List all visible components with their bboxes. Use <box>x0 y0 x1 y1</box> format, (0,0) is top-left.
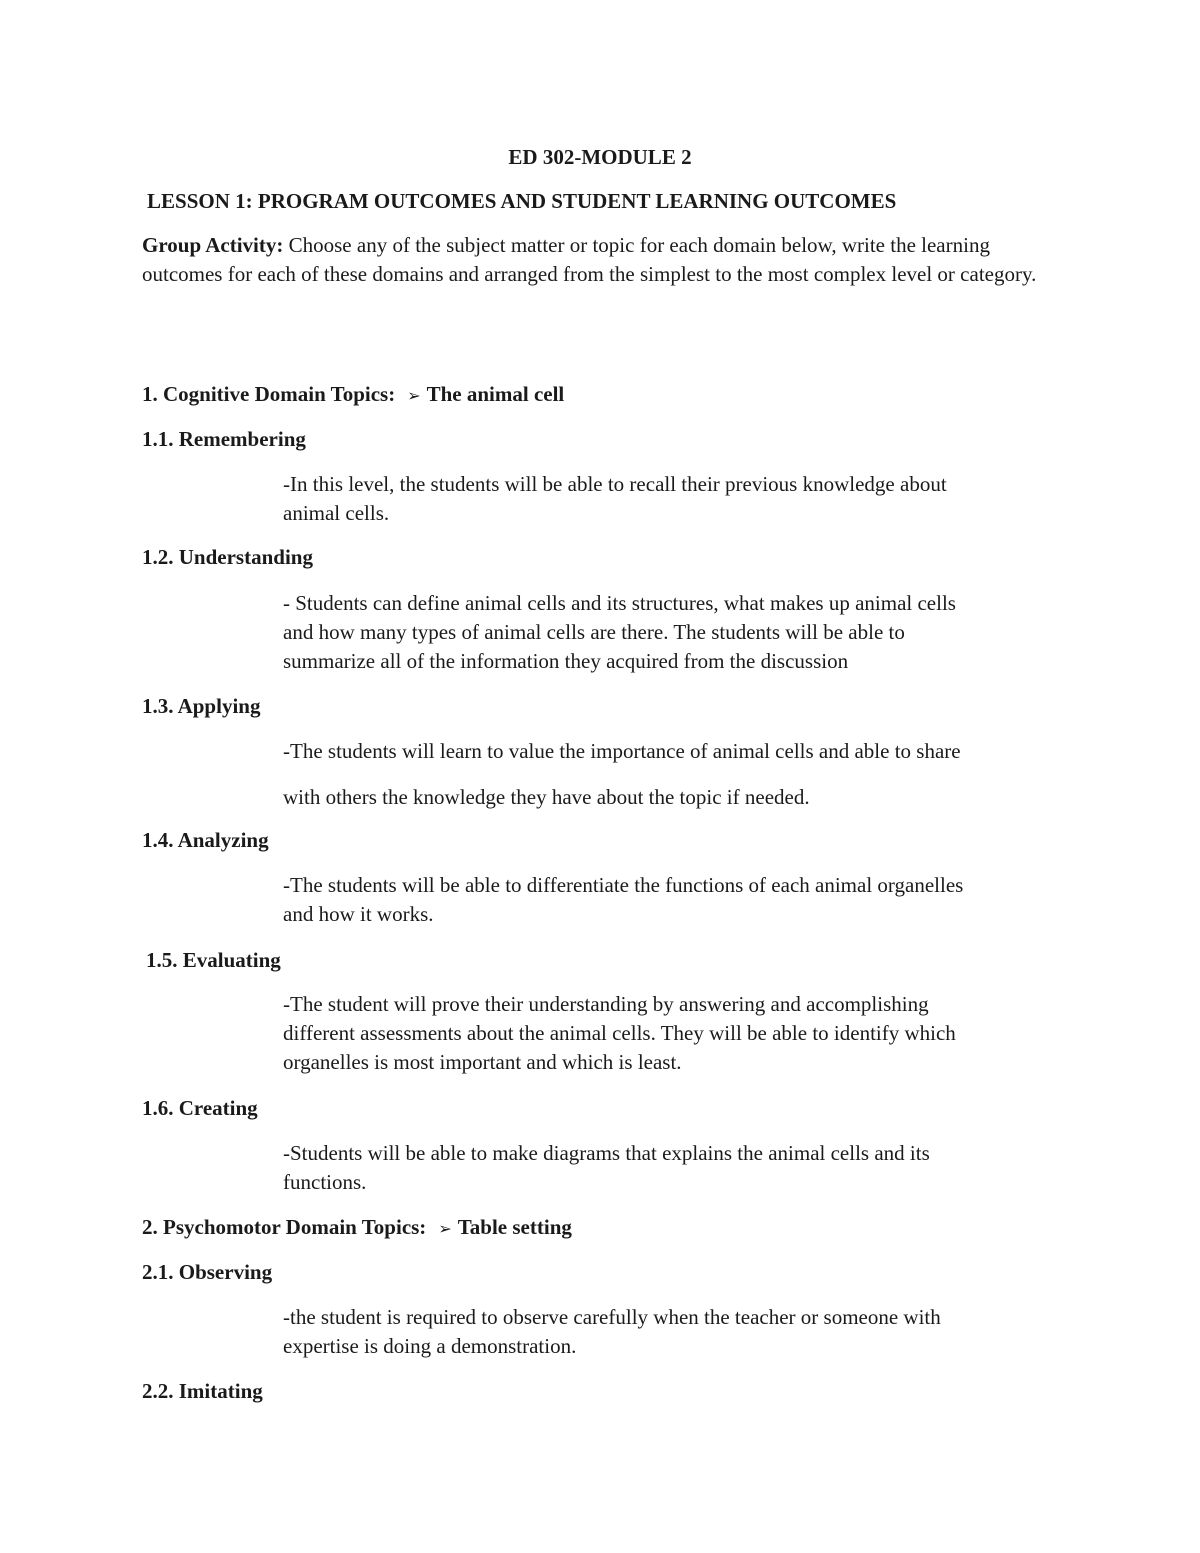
section-text-1-3-line-1: -The students will learn to value the importance of animal cells and able to share <box>283 739 961 763</box>
group-activity-label: Group Activity: <box>142 233 284 257</box>
arrow-bullet-icon: ➢ <box>407 386 421 405</box>
section-heading-1-1: 1.1. Remembering <box>142 427 306 451</box>
section-heading-1-2: 1.2. Understanding <box>142 545 313 569</box>
document-title: ED 302-MODULE 2 <box>508 145 692 169</box>
section-text-1-4-line-1: -The students will be able to differentiate the functions of each animal organelles <box>283 873 964 897</box>
domain-2-heading: 2. Psychomotor Domain Topics: <box>142 1215 427 1239</box>
section-heading-1-4: 1.4. Analyzing <box>142 828 269 852</box>
section-text-1-4-line-2: and how it works. <box>283 902 434 926</box>
section-text-1-6-line-1: -Students will be able to make diagrams that explains the animal cells and its <box>283 1141 930 1165</box>
section-text-1-5-line-1: -The student will prove their understanding by answering and accomplishing <box>283 992 929 1016</box>
section-text-1-2-line-3: summarize all of the information they acquired from the discussion <box>283 649 849 673</box>
section-text-2-1-line-1: -the student is required to observe carefully when the teacher or someone with <box>283 1305 941 1329</box>
section-text-1-3-line-2: with others the knowledge they have about the topic if needed. <box>283 785 810 809</box>
group-activity-text: Choose any of the subject matter or topic for each domain below, write the learning outcomes for each of these domains and arranged from the simplest to the most complex level or category. <box>142 233 1037 286</box>
section-text-1-2-line-2: and how many types of animal cells are there. The students will be able to <box>283 620 905 644</box>
section-text-2-1-line-2: expertise is doing a demonstration. <box>283 1334 577 1358</box>
section-text-1-1-line-1: -In this level, the students will be able to recall their previous knowledge about <box>283 472 947 496</box>
group-activity-paragraph <box>142 231 1072 289</box>
section-text-1-6-line-2: functions. <box>283 1170 367 1194</box>
section-text-1-5-line-3: organelles is most important and which is least. <box>283 1050 682 1074</box>
section-heading-2-2: 2.2. Imitating <box>142 1379 263 1403</box>
section-heading-2-1: 2.1. Observing <box>142 1260 273 1284</box>
lesson-heading: LESSON 1: PROGRAM OUTCOMES AND STUDENT LEARNING OUTCOMES <box>147 189 897 213</box>
section-heading-1-3: 1.3. Applying <box>142 694 261 718</box>
domain-2-heading-line <box>142 1213 572 1243</box>
section-text-1-5-line-2: different assessments about the animal cells. They will be able to identify which <box>283 1021 956 1045</box>
section-text-1-2-line-1: - Students can define animal cells and its structures, what makes up animal cells <box>283 591 956 615</box>
domain-2-topic: Table setting <box>457 1215 572 1239</box>
section-heading-1-5: 1.5. Evaluating <box>146 948 281 972</box>
section-text-1-1-line-2: animal cells. <box>283 501 390 525</box>
domain-1-heading: 1. Cognitive Domain Topics: <box>142 382 396 406</box>
domain-1-heading-line <box>142 380 564 410</box>
section-heading-1-6: 1.6. Creating <box>142 1096 258 1120</box>
arrow-bullet-icon: ➢ <box>438 1219 452 1238</box>
domain-1-topic: The animal cell <box>426 382 565 406</box>
